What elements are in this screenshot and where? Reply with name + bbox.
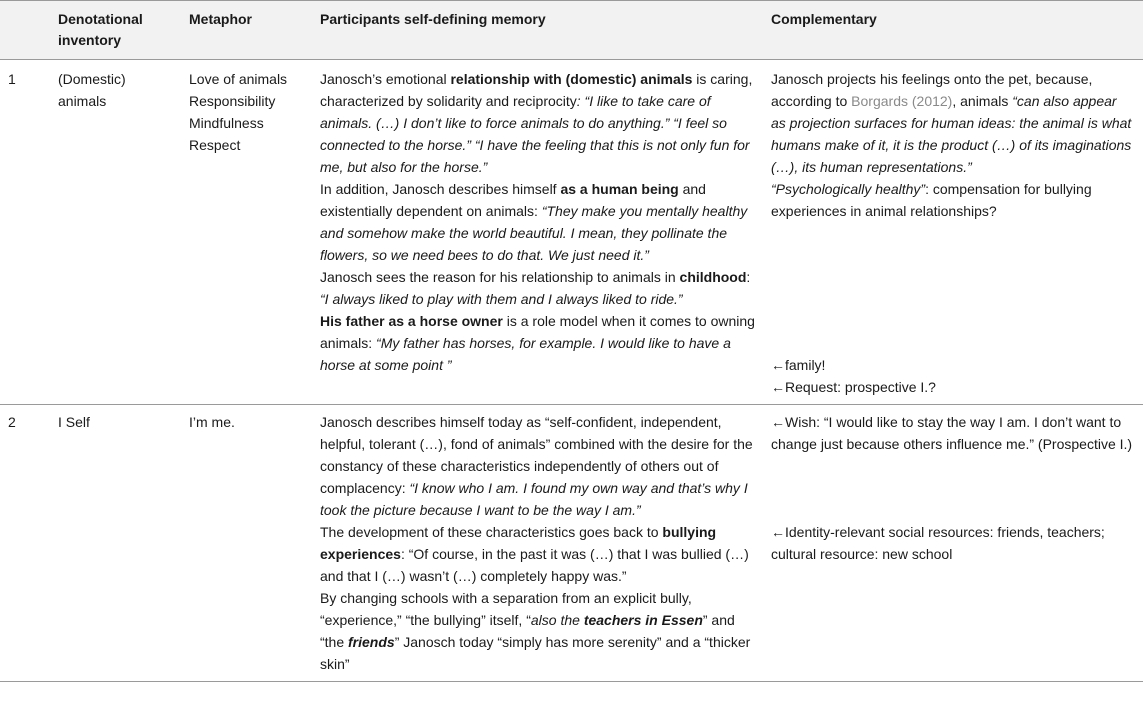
memory-cell bbox=[312, 405, 763, 682]
complementary-note: ←Request: prospective I.? bbox=[771, 379, 936, 395]
complementary-quote: “Psychologically healthy” bbox=[771, 181, 926, 197]
memory-text: ” Janosch today “simply has more serenity” and a “thicker skin” bbox=[320, 634, 751, 672]
row-number: 1 bbox=[8, 71, 16, 87]
memory-emphasis: His father as a horse owner bbox=[320, 313, 503, 329]
memory-quote: also the bbox=[530, 612, 584, 628]
memory-text: In addition, Janosch describes himself bbox=[320, 181, 561, 197]
header-self-defining-memory: Participants self-defining memory bbox=[320, 11, 546, 27]
memory-emphasis: bullying experiences bbox=[320, 524, 717, 562]
denotational-cell: I Self bbox=[58, 414, 90, 430]
memory-emphasis: friends bbox=[348, 634, 395, 650]
memory-text: is a role model when it comes to owning animals: bbox=[320, 313, 755, 351]
table-row bbox=[0, 60, 1143, 405]
metaphor-cell bbox=[181, 60, 312, 405]
table-row bbox=[0, 405, 1143, 682]
metaphor-item: I’m me. bbox=[189, 414, 235, 430]
memory-emphasis: childhood bbox=[679, 269, 747, 285]
memory-quote: : “I like to take care of animals. (…) I don’t like to force animals to do anything.” “I feel so connected to the horse.” “I have the feeling that this is not only fun for me, but also for the horse.” bbox=[320, 93, 750, 175]
memory-quote: “I always liked to play with them and I always liked to ride.” bbox=[320, 291, 683, 307]
metaphor-item: Love of animals bbox=[189, 71, 288, 87]
memory-text: : bbox=[746, 269, 751, 285]
memory-paragraph bbox=[320, 68, 755, 178]
memory-text: Janosch describes himself today as “self-confident, independent, helpful, tolerant (…), fond of animals” combined with the desire for the constancy of these characteristics independently of others out of complacency: bbox=[320, 414, 753, 496]
metaphor-cell bbox=[181, 405, 312, 682]
header-metaphor: Metaphor bbox=[189, 11, 252, 27]
row-number: 2 bbox=[8, 414, 16, 430]
metaphor-item: Mindfulness bbox=[189, 115, 264, 131]
complementary-text: , animals bbox=[952, 93, 1013, 109]
header-number bbox=[0, 1, 50, 60]
memory-text: : “Of course, in the past it was (…) that I was bullied (…) and that I (…) wasn’t (…) completely happy was.” bbox=[320, 546, 749, 584]
spacer bbox=[771, 455, 1135, 521]
complementary-paragraph bbox=[771, 178, 1135, 222]
table-header bbox=[0, 1, 1143, 60]
table-body bbox=[0, 60, 1143, 682]
memory-paragraph bbox=[320, 411, 755, 521]
metaphor-item: Responsibility bbox=[189, 93, 276, 109]
memory-text: Janosch sees the reason for his relationship to animals in bbox=[320, 269, 680, 285]
complementary-note: ←Wish: “I would like to stay the way I am. I don’t want to change just because others influence me.” (Prospective I.) bbox=[771, 414, 1133, 452]
complementary-text: Janosch projects his feelings onto the pet, because, according to bbox=[771, 71, 1093, 109]
memory-paragraph bbox=[320, 521, 755, 587]
memory-quote: “They make you mentally healthy and somehow make the world beautiful. I mean, they pollinate the flowers, so we need bees to do that. We just need it.” bbox=[320, 203, 748, 263]
complementary-quote: “can also appear as projection surfaces for human ideas: the animal is what humans make of it, it is the product (…) of its imaginations (…), its human representations.” bbox=[771, 93, 1132, 175]
memory-paragraph bbox=[320, 587, 755, 675]
header-row bbox=[0, 1, 1143, 60]
memory-cell bbox=[312, 60, 763, 405]
spacer bbox=[771, 222, 1135, 354]
memory-paragraph bbox=[320, 178, 755, 266]
complementary-note: ←family! bbox=[771, 357, 826, 373]
memory-text: ” and “the bbox=[320, 612, 735, 650]
citation-link[interactable]: Borgards (2012) bbox=[851, 93, 953, 109]
denotational-cell: (Domestic) animals bbox=[58, 71, 126, 109]
memory-text: is caring, characterized by solidarity and reciprocity bbox=[320, 71, 753, 109]
complementary-note: ←Identity-relevant social resources: friends, teachers; cultural resource: new school bbox=[771, 524, 1105, 562]
complementary-text: : compensation for bullying experiences in animal relationships? bbox=[771, 181, 1092, 219]
memory-text: By changing schools with a separation from an explicit bully, “experience,” “the bullying” itself, “ bbox=[320, 590, 692, 628]
memory-text: The development of these characteristics goes back to bbox=[320, 524, 663, 540]
memory-text: Janosch’s emotional bbox=[320, 71, 451, 87]
complementary-cell bbox=[763, 60, 1143, 405]
memory-quote: “I know who I am. I found my own way and that’s why I took the picture because I want to be the way I am.” bbox=[320, 480, 748, 518]
memory-paragraph bbox=[320, 310, 755, 376]
memory-emphasis: as a human being bbox=[560, 181, 679, 197]
memory-quote: “My father has horses, for example. I would like to have a horse at some point ” bbox=[320, 335, 731, 373]
header-denotational-inventory: Denotational inventory bbox=[58, 11, 143, 48]
memory-paragraph bbox=[320, 266, 755, 310]
memory-emphasis: relationship with (domestic) animals bbox=[450, 71, 693, 87]
metaphor-item: Respect bbox=[189, 137, 241, 153]
memory-emphasis: teachers in Essen bbox=[583, 612, 703, 628]
header-complementary: Complementary bbox=[771, 11, 877, 27]
complementary-paragraph bbox=[771, 68, 1135, 178]
memory-text: and existentially dependent on animals: bbox=[320, 181, 706, 219]
complementary-cell bbox=[763, 405, 1143, 682]
